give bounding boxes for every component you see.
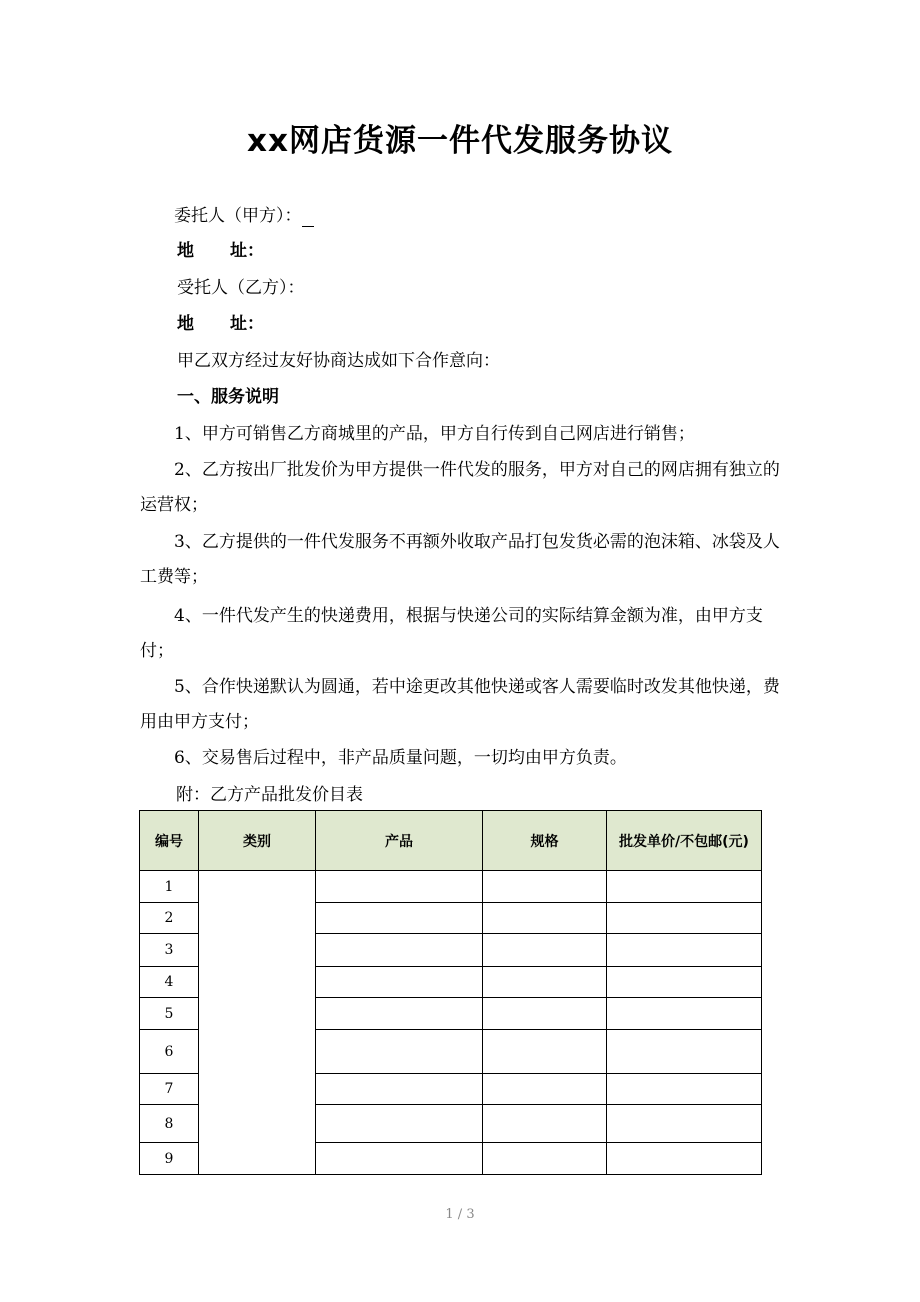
- spec-cell: [483, 934, 607, 967]
- table-row: [140, 871, 762, 903]
- product-cell: [316, 903, 483, 934]
- client-blank: [302, 209, 314, 227]
- row-number: 7: [140, 1074, 199, 1105]
- clause-3: 3、乙方提供的一件代发服务不再额外收取产品打包发货必需的泡沫箱、冰袋及人工费等；: [140, 532, 780, 587]
- price-cell: [607, 1074, 762, 1105]
- price-cell: [607, 1105, 762, 1143]
- agent-label: 受托人（乙方）：: [177, 278, 305, 298]
- spec-cell: [483, 1143, 607, 1175]
- spec-cell: [483, 903, 607, 934]
- clause-1: 1、甲方可销售乙方商城里的产品，甲方自行传到自己网店进行销售；: [174, 424, 695, 444]
- price-cell: [607, 934, 762, 967]
- price-cell: [607, 903, 762, 934]
- category-cell: [199, 871, 316, 1175]
- row-number: 9: [140, 1143, 199, 1175]
- product-cell: [316, 1074, 483, 1105]
- spec-cell: [483, 1074, 607, 1105]
- agent-address-line: [177, 313, 264, 335]
- header-price: 批发单价/不包邮(元): [607, 811, 762, 871]
- address-label-part1: 地: [177, 241, 194, 261]
- clause-4: 4、一件代发产生的快递费用，根据与快递公司的实际结算金额为准，由甲方支付；: [140, 606, 763, 661]
- row-number: 4: [140, 967, 199, 998]
- spec-cell: [483, 967, 607, 998]
- row-number: 1: [140, 871, 199, 903]
- price-cell: [607, 967, 762, 998]
- header-spec: 规格: [483, 811, 607, 871]
- product-cell: [316, 1030, 483, 1074]
- document-title: xx网店货源一件代发服务协议: [247, 123, 673, 159]
- product-cell: [316, 998, 483, 1030]
- header-number: 编号: [140, 811, 199, 871]
- address-label-part2: 址：: [230, 314, 264, 334]
- spec-cell: [483, 998, 607, 1030]
- header-product: 产品: [316, 811, 483, 871]
- row-number: 5: [140, 998, 199, 1030]
- table-header-row: [140, 811, 762, 871]
- product-cell: [316, 934, 483, 967]
- address-label-part1: 地: [177, 314, 194, 334]
- section-heading: 一、服务说明: [177, 387, 279, 407]
- spec-cell: [483, 871, 607, 903]
- clause-5: 5、合作快递默认为圆通，若中途更改其他快递或客人需要临时改发其他快递，费用由甲方支付；: [140, 677, 780, 732]
- client-line: [174, 205, 314, 227]
- product-cell: [316, 967, 483, 998]
- price-cell: [607, 871, 762, 903]
- appendix-label: 附：乙方产品批发价目表: [176, 785, 363, 805]
- price-cell: [607, 1030, 762, 1074]
- row-number: 8: [140, 1105, 199, 1143]
- price-cell: [607, 1143, 762, 1175]
- address-label-part2: 址：: [230, 241, 264, 261]
- product-cell: [316, 1143, 483, 1175]
- agent-line: [177, 277, 305, 299]
- client-address-line: [177, 240, 264, 262]
- price-cell: [607, 998, 762, 1030]
- row-number: 3: [140, 934, 199, 967]
- row-number: 6: [140, 1030, 199, 1074]
- clause-6: 6、交易售后过程中，非产品质量问题，一切均由甲方负责。: [174, 748, 627, 768]
- product-cell: [316, 1105, 483, 1143]
- product-cell: [316, 871, 483, 903]
- row-number: 2: [140, 903, 199, 934]
- price-table: [139, 810, 762, 1175]
- spec-cell: [483, 1105, 607, 1143]
- header-category: 类别: [199, 811, 316, 871]
- clause-2: 2、乙方按出厂批发价为甲方提供一件代发的服务，甲方对自己的网店拥有独立的运营权；: [140, 460, 780, 515]
- spec-cell: [483, 1030, 607, 1074]
- intro-text: 甲乙双方经过友好协商达成如下合作意向：: [177, 351, 500, 371]
- page-number: 1 / 3: [445, 1207, 475, 1222]
- client-label: 委托人（甲方）：: [174, 206, 302, 226]
